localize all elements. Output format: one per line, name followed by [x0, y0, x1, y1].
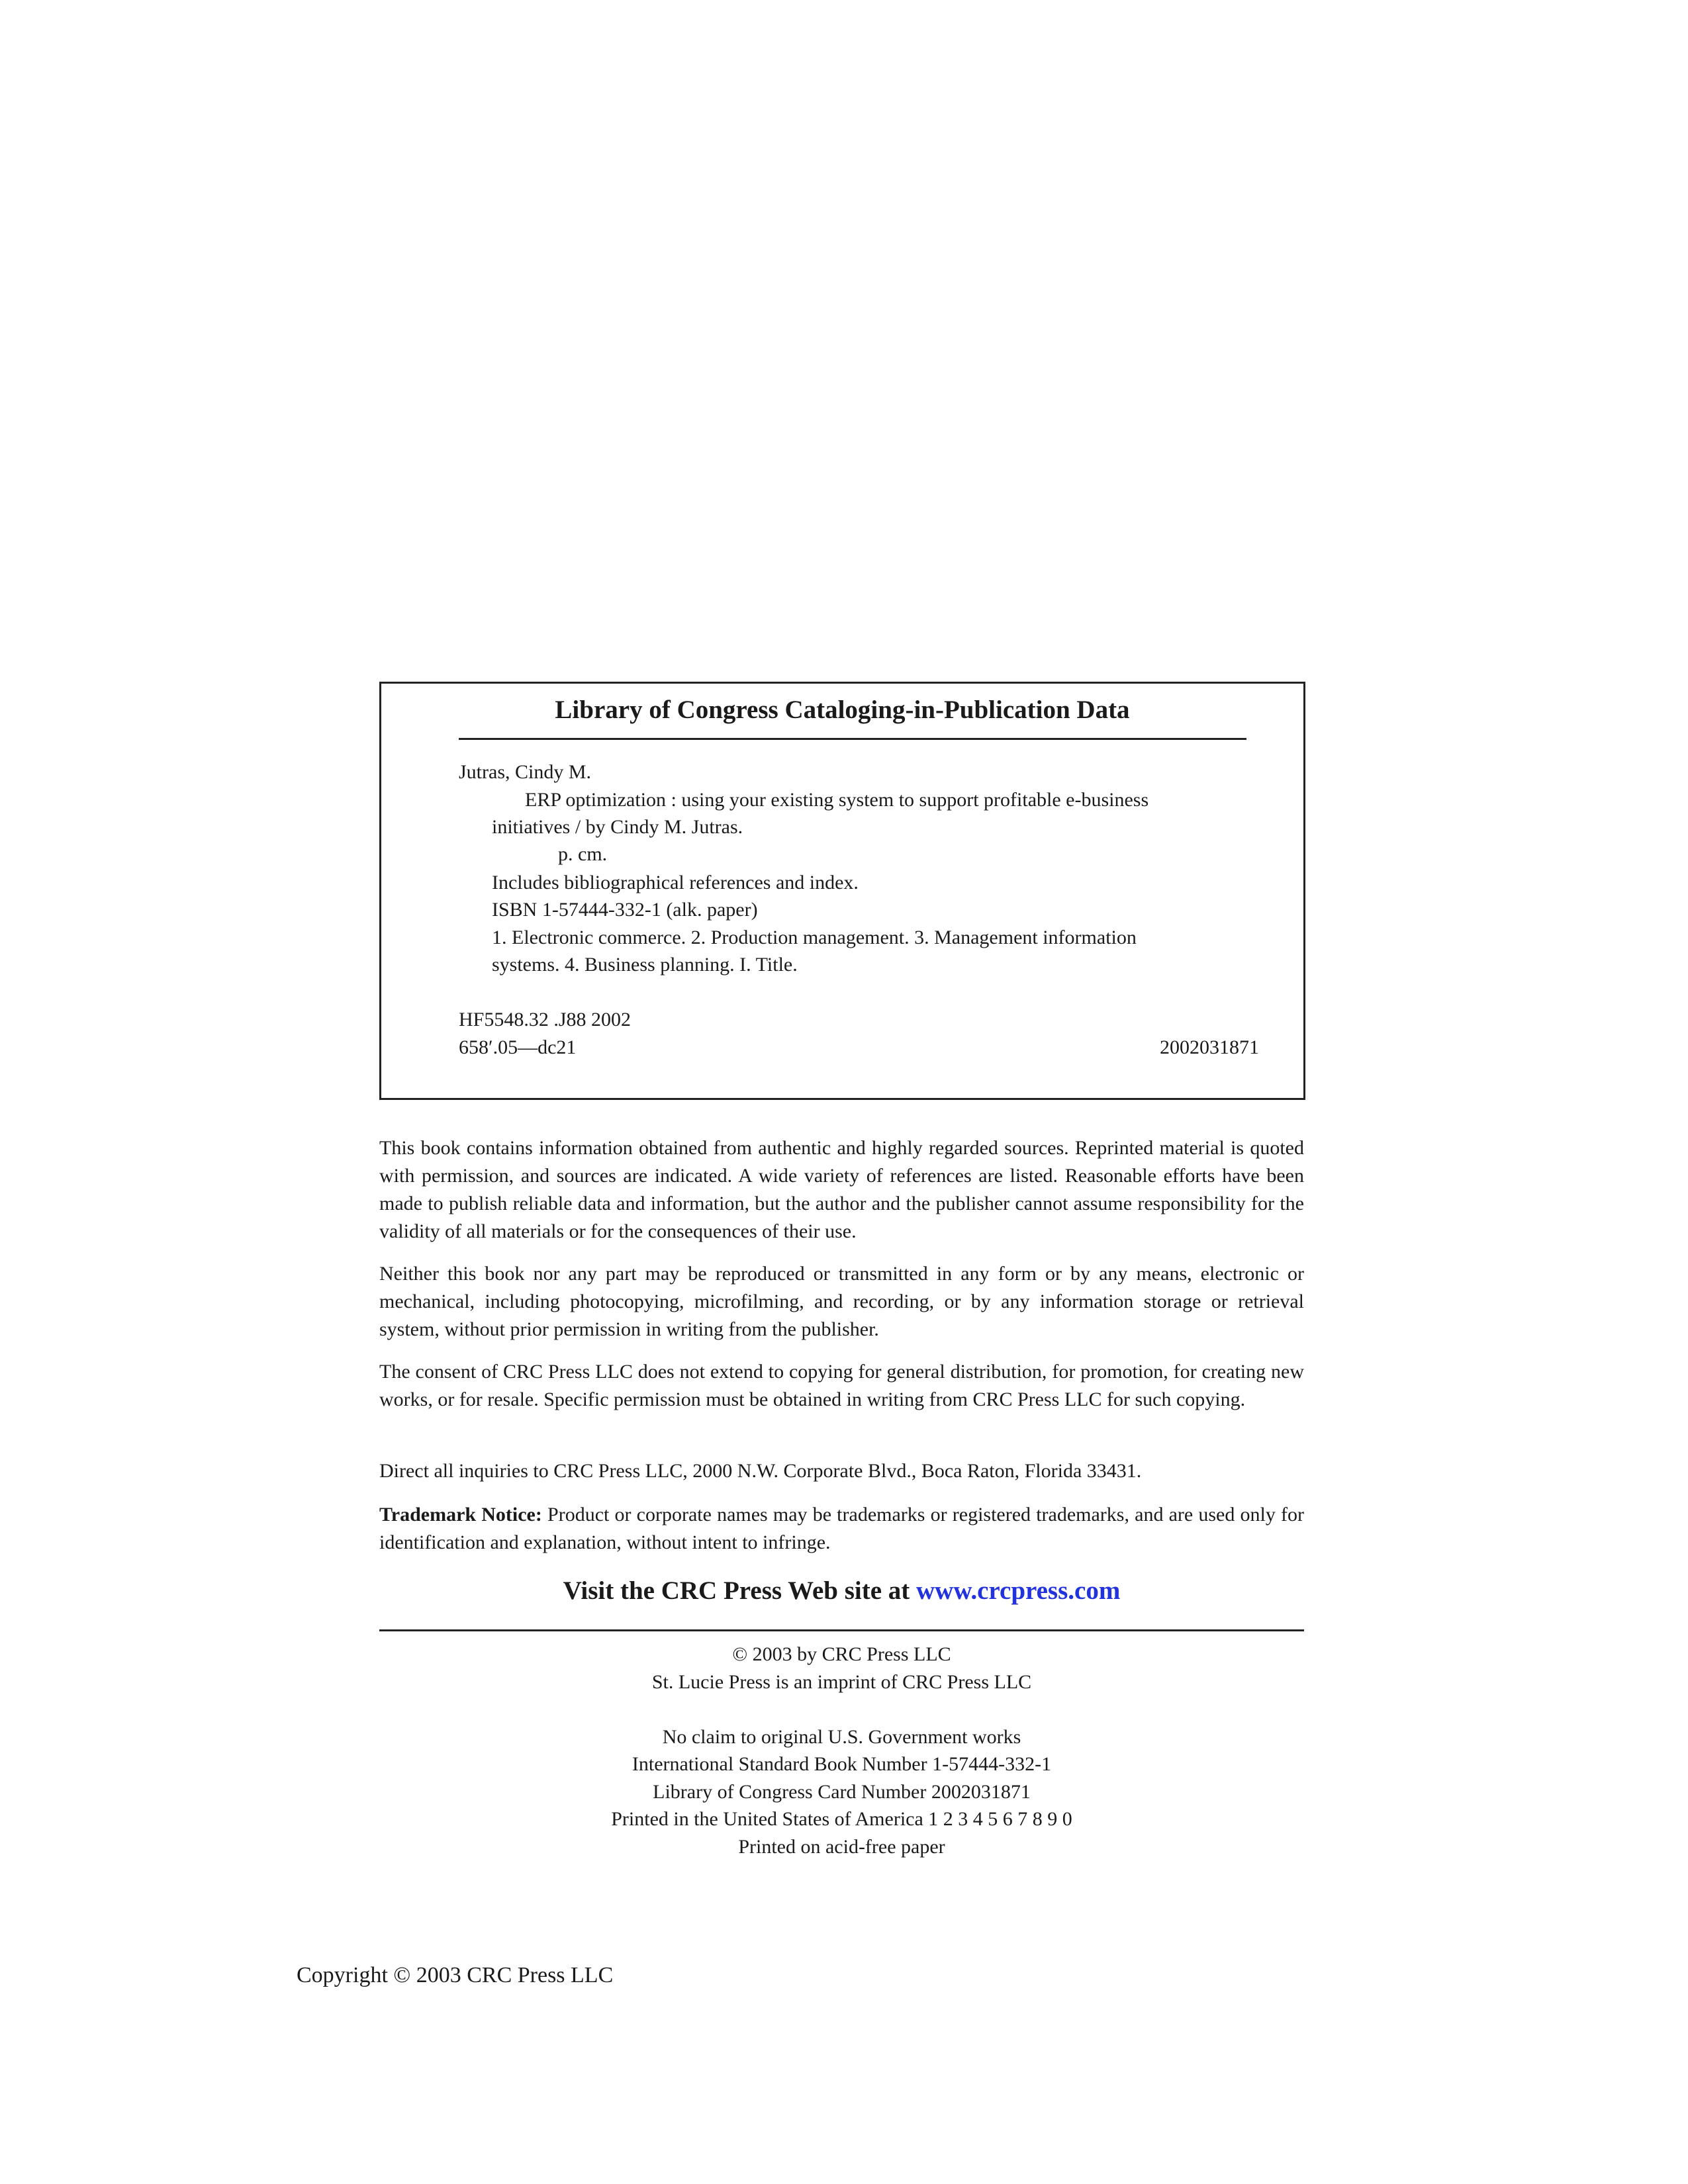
cip-subjects-line-1: 1. Electronic commerce. 2. Production management. 3. Management information	[492, 927, 1137, 948]
visit-text: Visit the CRC Press Web site at	[563, 1576, 916, 1605]
cip-lc-call-number: HF5548.32 .J88 2002	[459, 1009, 632, 1030]
cip-subjects-line-2: systems. 4. Business planning. I. Title.	[492, 954, 798, 976]
printed-in-line: Printed in the United States of America 1 2 3 4 5 6 7 8 9 0	[611, 1808, 1072, 1830]
cip-isbn: ISBN 1-57444-332-1 (alk. paper)	[492, 899, 758, 921]
imprint-line: St. Lucie Press is an imprint of CRC Press LLC	[651, 1671, 1032, 1693]
cip-title-line-2: initiatives / by Cindy M. Jutras.	[492, 816, 743, 838]
inquiries-paragraph: Direct all inquiries to CRC Press LLC, 2000 N.W. Corporate Blvd., Boca Raton, Florida 33431.	[379, 1460, 1142, 1482]
copyright-line: © 2003 by CRC Press LLC	[732, 1643, 951, 1665]
disclaimer-paragraph: This book contains information obtained from authentic and highly regarded sources. Reprinted material is quoted with permission, and sources are indicated. A wide variety of references are listed. Reasonable efforts have been made to publish reliable data and information, but the author and the publisher cannot assume responsibility for the validity of all materials or for the consequences of their use.	[379, 1137, 1304, 1242]
cip-title-rule	[459, 738, 1246, 740]
trademark-text: Product or corporate names may be trademarks or registered trademarks, and are used only for identification and explanation, without intent to infringe.	[379, 1504, 1305, 1553]
isbn-line: International Standard Book Number 1-57444-332-1	[632, 1753, 1052, 1775]
government-works-line: No claim to original U.S. Government works	[662, 1726, 1021, 1748]
trademark-paragraph	[379, 1501, 1304, 1557]
crcpress-link[interactable]: www.crcpress.com	[916, 1576, 1121, 1605]
cip-lccn: 2002031871	[1160, 1036, 1259, 1058]
cip-data-box	[379, 682, 1305, 1100]
acid-free-line: Printed on acid-free paper	[738, 1836, 945, 1858]
trademark-label: Trademark Notice:	[379, 1504, 542, 1525]
cip-author: Jutras, Cindy M.	[459, 761, 592, 783]
cip-title: Library of Congress Cataloging-in-Publication Data	[555, 696, 1130, 724]
section-divider	[379, 1629, 1304, 1631]
page-footer-copyright: Copyright © 2003 CRC Press LLC	[297, 1963, 614, 1987]
lc-card-number-line: Library of Congress Card Number 2002031871	[653, 1781, 1031, 1803]
cip-physical-description: p. cm.	[558, 843, 608, 865]
visit-website-line	[379, 1574, 1304, 1608]
cip-notes: Includes bibliographical references and index.	[492, 872, 859, 893]
reproduction-paragraph: Neither this book nor any part may be reproduced or transmitted in any form or by any means, electronic or mechanical, including photocopying, microfilming, and recording, or by any information storage or retrieval system, without prior permission in writing from the publisher.	[379, 1263, 1304, 1340]
consent-paragraph: The consent of CRC Press LLC does not extend to copying for general distribution, for promotion, for creating new works, or for resale. Specific permission must be obtained in writing from CRC Press LLC for such copying.	[379, 1361, 1304, 1410]
cip-title-line-1: ERP optimization : using your existing system to support profitable e-business	[525, 789, 1149, 811]
cip-dewey-number: 658′.05—dc21	[459, 1036, 577, 1058]
